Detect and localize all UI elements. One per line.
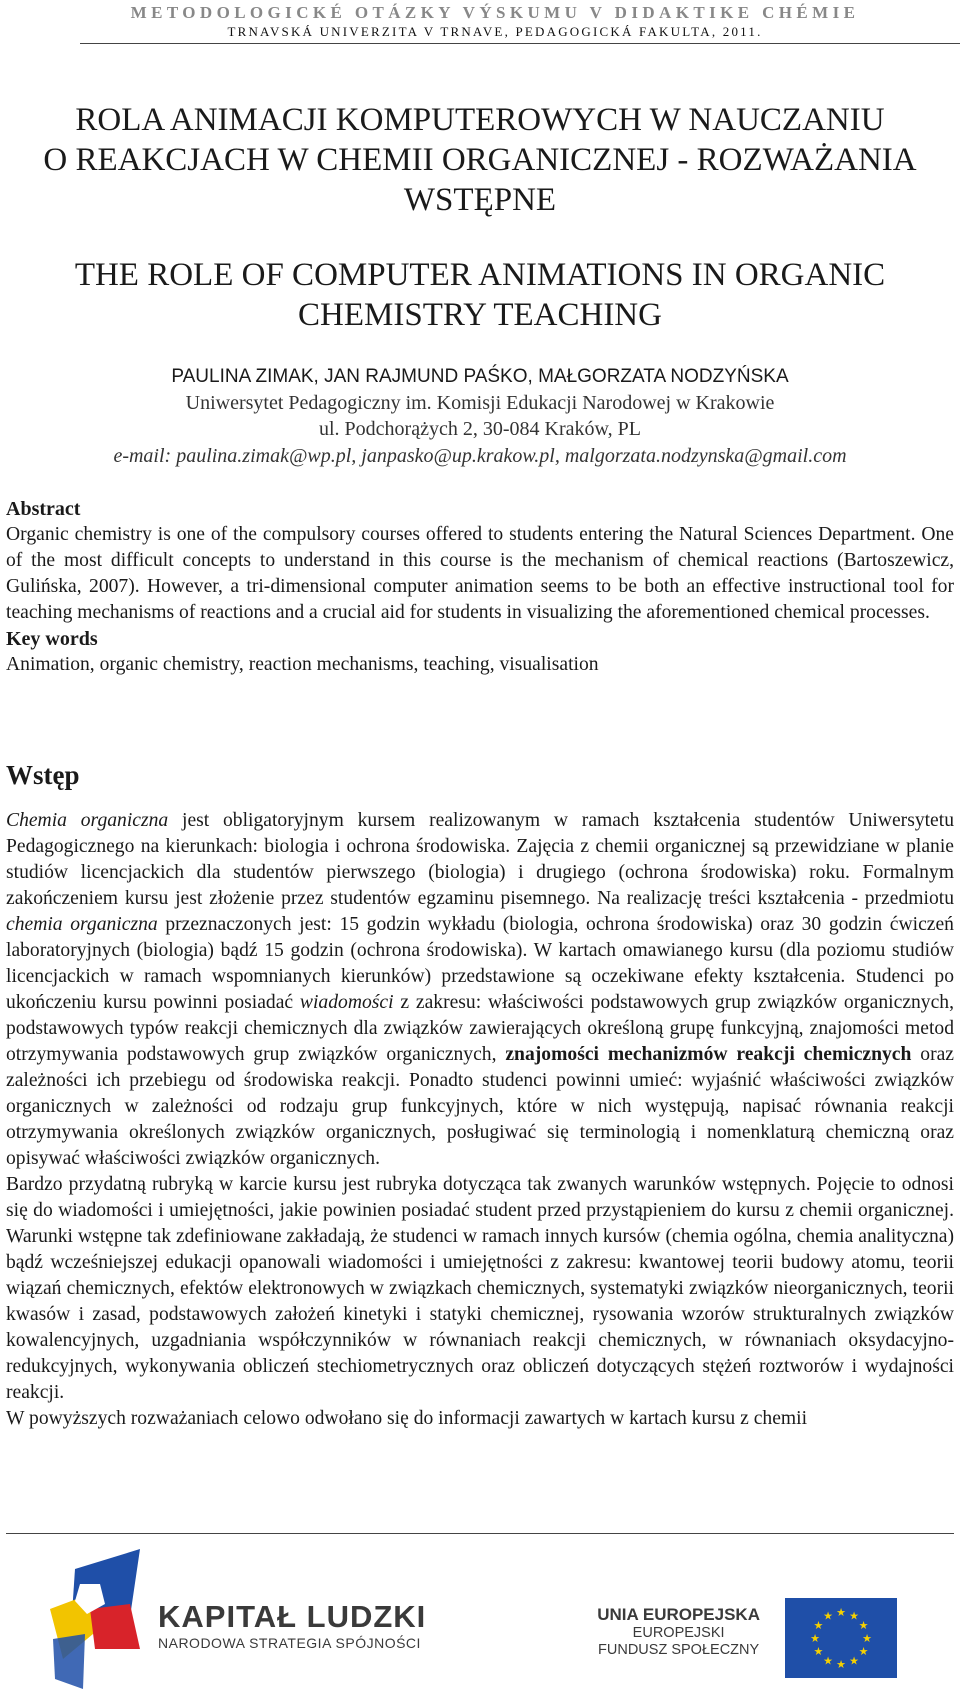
title-polish-line: ROLA ANIMACJI KOMPUTEROWYCH W NAUCZANIU	[75, 102, 885, 138]
abstract-heading: Abstract	[6, 498, 81, 520]
abstract-text: Organic chemistry is one of the compulsory courses offered to students entering the Natural Sciences Department. One of the most difficult concepts to understand in this course is the mechanism of chemical reactions (Bartoszewicz, Gulińska, 2007). However, a tri-dimensional computer animation seems to be both an effective instructional tool for teaching mechanisms of reactions and a crucial aid for students in visualizing the aforementioned chemical processes.	[6, 524, 954, 623]
header-rule	[80, 43, 960, 44]
affiliation-line: Uniwersytet Pedagogiczny im. Komisji Edukacji Narodowej w Krakowie	[185, 392, 775, 414]
section-body	[6, 808, 954, 1432]
eu-star-icon: ★	[849, 1610, 859, 1623]
eu-text	[597, 1605, 760, 1659]
text-run: przeznaczonych jest: 15 godzin wykładu (biologia, ochrona środowiska) oraz 30 godzin ćwiczeń laboratoryjnych (biologia) bądź 15 godzin (ochrona środowiska). W kartach omawianego kursu (dla poziomu studiów licencjackich w ramach wspomnianych kierunków) przedstawione są oczekiwane efekty kształcenia. Studenci po ukończeniu kursu powinni posiadać	[6, 914, 954, 1013]
paragraph-2: Bardzo przydatną rubryką w karcie kursu jest rubryka dotycząca tak zwanych warunków wstępnych. Pojęcie to odnosi się do wiadomości i umiejętności, jakie powinien posiadać student przed przystąpieniem do kursu z chemii organicznej. Warunki wstępne tak zdefiniowane zakładają, że studenci w ramach innych kursów (chemia ogólna, chemia analityczna) bądź wcześniejszej edukacji opanowali wiadomości i umiejętności z zakresu: kwantowej teorii budowy atomu, teorii wiązań chemicznych, efektów elektronowych w związkach chemicznych, systematyki związków nieorganicznych, teorii kwasów i zasad, podstawowych założeń kinetyki i statyki chemicznej, rysowania wzorów strukturalnych związków kowalencyjnych, uzgadniania współczynników w równaniach reakcji chemicznych, w równaniach oksydacyjno-redukcyjnych, wykonywania obliczeń stechiometrycznych oraz obliczeń dotyczących stężeń roztworów i wydajności reakcji.	[6, 1174, 954, 1403]
paragraph-1	[6, 808, 954, 1172]
footer-rule	[6, 1533, 954, 1534]
eu-star-icon: ★	[836, 1659, 846, 1671]
keywords-text: Animation, organic chemistry, reaction mechanisms, teaching, visualisation	[6, 654, 599, 675]
text-run: z zakresu: właściwości podstawowych grup związków organicznych, podstawowych typów reakcji chemicznych dla związków zawierających określoną grupę funkcyjną, znajomości metod otrzymywania podstawowych grup związków organicznych,	[6, 992, 954, 1065]
eu-star-icon: ★	[823, 1655, 833, 1668]
running-head-institution: TRNAVSKÁ UNIVERZITA V TRNAVE, PEDAGOGICKÁ FAKULTA, 2011.	[227, 24, 763, 39]
affiliation	[0, 390, 960, 442]
author-emails: e-mail: paulina.zimak@wp.pl, janpasko@up.krakow.pl, malgorzata.nodzynska@gmail.com	[113, 445, 847, 467]
title-english	[0, 255, 960, 335]
title-english-line: THE ROLE OF COMPUTER ANIMATIONS IN ORGANIC	[74, 257, 886, 293]
eu-star-icon: ★	[836, 1607, 846, 1619]
kapital-ludzki-title: KAPITAŁ LUDZKI	[158, 1599, 427, 1634]
eu-star-icon: ★	[858, 1620, 869, 1632]
kapital-ludzki-subtitle: NARODOWA STRATEGIA SPÓJNOŚCI	[158, 1635, 421, 1651]
text-run: jest obligatoryjnym kursem realizowanym w ramach kształcenia studentów Uniwersytetu Pedagogicznego na kierunkach: biologia i ochrona środowiska. Zajęcia z chemii organicznej są przewidziane w planie studiów licencjackich dla studentów pierwszego (biologia) i drugiego (ochrona środowiska) roku. Formalnym zakończeniem kursu jest złożenie przez studentów egzaminu pisemnego. Na realizację treści kształcenia - przedmiotu	[6, 810, 954, 909]
funding-footer	[0, 1545, 960, 1694]
eu-star-icon: ★	[813, 1620, 824, 1632]
kapital-ludzki-text	[158, 1600, 426, 1652]
kapital-ludzki-logo-icon	[45, 1549, 155, 1691]
running-head-title: METODOLOGICKÉ OTÁZKY VÝSKUMU V DIDAKTIKE CHÉMIE	[130, 3, 860, 22]
eu-title: UNIA EUROPEJSKA	[597, 1605, 760, 1624]
section-heading: Wstęp	[6, 760, 80, 790]
eu-flag-icon	[785, 1598, 897, 1678]
keywords-heading: Key words	[6, 628, 98, 650]
italic-term: Chemia organiczna	[6, 810, 169, 831]
eu-subtitle-2: FUNDUSZ SPOŁECZNY	[598, 1642, 760, 1658]
running-head	[80, 2, 910, 40]
eu-star-icon: ★	[849, 1655, 859, 1668]
eu-star-icon: ★	[862, 1633, 872, 1645]
title-english-line: CHEMISTRY TEACHING	[298, 297, 662, 333]
eu-star-icon: ★	[858, 1646, 869, 1658]
eu-subtitle-1: EUROPEJSKI	[632, 1625, 725, 1641]
abstract-section	[6, 496, 954, 678]
bold-term: znajomości mechanizmów reakcji chemicznych	[505, 1044, 912, 1065]
title-polish-line: O REAKCJACH W CHEMII ORGANICZNEJ - ROZWAŻANIA	[43, 142, 917, 178]
text-run: oraz zależności ich przebiegu od środowiska reakcji. Ponadto studenci powinni umieć: wyjaśnić właściwości związków organicznych w zależności od rodzaju grup funkcyjnych, które w nich występują, napisać równania reakcji otrzymywania określonych związków organicznych, posługiwać się terminologią i nomenklaturą chemiczną oraz opisywać właściwości związków organicznych.	[6, 1044, 954, 1169]
title-polish-line: WSTĘPNE	[403, 182, 557, 218]
authors: PAULINA ZIMAK, JAN RAJMUND PAŚKO, MAŁGORZATA NODZYŃSKA	[171, 366, 789, 387]
title-polish	[0, 100, 960, 220]
italic-term: wiadomości	[299, 992, 394, 1013]
eu-star-icon: ★	[813, 1646, 824, 1658]
italic-term: chemia organiczna	[6, 914, 158, 935]
eu-star-icon: ★	[823, 1610, 833, 1623]
paragraph-3: W powyższych rozważaniach celowo odwołano się do informacji zawartych w kartach kursu z chemii	[6, 1408, 808, 1429]
eu-star-icon: ★	[810, 1633, 820, 1645]
affiliation-line: ul. Podchorążych 2, 30-084 Kraków, PL	[319, 418, 641, 440]
